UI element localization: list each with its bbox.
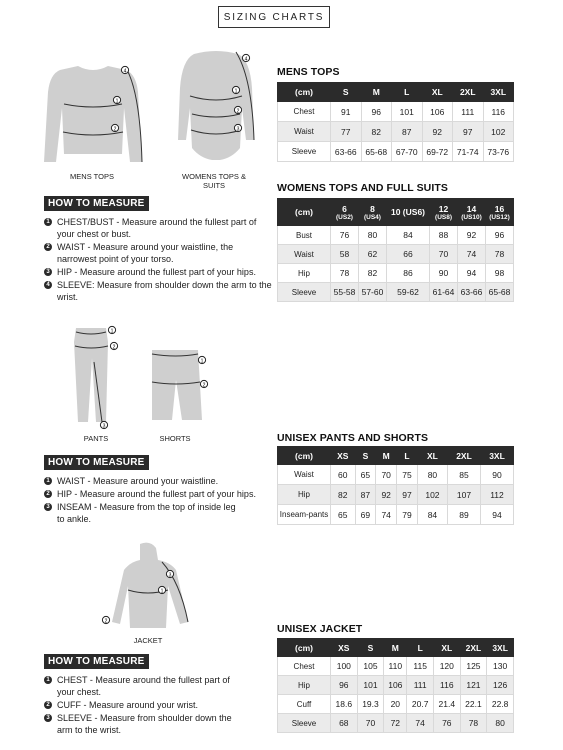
jacket-illustration: [100, 542, 194, 634]
table-cell: 62: [358, 245, 386, 264]
table-row: [278, 245, 514, 264]
table-cell: 78: [331, 264, 359, 283]
how-to-item: 1 CHEST/BUST - Measure around the fullest part of your chest or bust.: [44, 216, 272, 240]
table-header-row: [278, 199, 514, 226]
svg-text:2: 2: [112, 344, 116, 351]
table-cell: 90: [430, 264, 458, 283]
svg-text:2: 2: [236, 108, 240, 115]
table-cell: 91: [331, 102, 362, 122]
svg-text:2: 2: [202, 382, 206, 389]
column-header: (cm): [278, 447, 331, 465]
table-cell: 22.8: [487, 695, 514, 714]
jacket-table-title: UNISEX JACKET: [277, 623, 363, 635]
mens-top-illustration: [38, 62, 148, 168]
table-cell: 80: [417, 465, 447, 485]
how-to-item: 2 WAIST - Measure around your waistline, the narrowest point of your torso.: [44, 241, 272, 265]
row-label: Cuff: [278, 695, 331, 714]
table-cell: 70: [430, 245, 458, 264]
table-cell: 20.7: [407, 695, 434, 714]
page-title: SIZING CHARTS: [218, 6, 330, 28]
column-header: 8 (US4): [358, 199, 386, 226]
table-cell: 130: [487, 657, 514, 676]
table-cell: 58: [331, 245, 359, 264]
table-cell: 110: [384, 657, 407, 676]
table-cell: 72: [384, 714, 407, 733]
table-cell: 68: [331, 714, 358, 733]
table-cell: 82: [358, 264, 386, 283]
table-cell: 97: [453, 122, 484, 142]
jacket-table: [277, 638, 514, 733]
how-to-heading-pants: HOW TO MEASURE: [44, 455, 149, 470]
marker-4: 4: [123, 68, 127, 75]
table-cell: 63-66: [458, 283, 486, 302]
caption-womens-tops: WOMENS TOPS & SUITS: [182, 172, 246, 190]
caption-mens-tops: MENS TOPS: [70, 172, 114, 181]
how-to-item: 2 CUFF - Measure around your wrist.: [44, 699, 239, 711]
table-cell: 80: [358, 226, 386, 245]
column-header: 6 (US2): [331, 199, 359, 226]
table-cell: 88: [430, 226, 458, 245]
svg-text:2: 2: [104, 618, 108, 625]
row-label: Sleeve: [278, 283, 331, 302]
how-to-list-pants: [44, 475, 259, 526]
caption-shorts: SHORTS: [159, 434, 191, 443]
table-cell: 86: [386, 264, 429, 283]
how-to-item: 4 SLEEVE: Measure from shoulder down the arm to the wrist.: [44, 279, 272, 303]
column-header: (cm): [278, 199, 331, 226]
column-header: 3XL: [480, 447, 513, 465]
table-cell: 90: [480, 465, 513, 485]
table-cell: 85: [448, 465, 481, 485]
marker-1: 1: [115, 98, 119, 105]
svg-text:1: 1: [160, 588, 164, 595]
table-cell: 121: [460, 676, 487, 695]
column-header: (cm): [278, 639, 331, 657]
table-cell: 101: [357, 676, 384, 695]
table-row: [278, 657, 514, 676]
table-cell: 102: [483, 122, 514, 142]
row-label: Bust: [278, 226, 331, 245]
table-cell: 76: [433, 714, 460, 733]
mens-tops-table: [277, 82, 514, 162]
svg-text:3: 3: [236, 126, 240, 133]
table-cell: 116: [483, 102, 514, 122]
how-to-item: 1 CHEST - Measure around the fullest part of your chest.: [44, 674, 239, 698]
caption-jacket: JACKET: [133, 636, 163, 645]
table-cell: 59-62: [386, 283, 429, 302]
pants-table: [277, 446, 514, 525]
table-cell: 92: [458, 226, 486, 245]
table-cell: 120: [433, 657, 460, 676]
table-row: [278, 485, 514, 505]
table-cell: 22.1: [460, 695, 487, 714]
column-header: 10 (US6): [386, 199, 429, 226]
column-header: L: [407, 639, 434, 657]
row-label: Chest: [278, 657, 331, 676]
table-cell: 21.4: [433, 695, 460, 714]
table-row: [278, 264, 514, 283]
column-header: M: [384, 639, 407, 657]
shorts-illustration: [146, 344, 212, 428]
table-cell: 65: [331, 505, 356, 525]
svg-text:1: 1: [110, 328, 114, 335]
column-header: L: [397, 447, 418, 465]
column-header: S: [357, 639, 384, 657]
table-row: [278, 226, 514, 245]
table-cell: 111: [407, 676, 434, 695]
table-cell: 70: [376, 465, 397, 485]
table-cell: 70: [357, 714, 384, 733]
column-header: S: [355, 447, 376, 465]
table-cell: 66: [386, 245, 429, 264]
table-cell: 92: [422, 122, 453, 142]
table-row: [278, 676, 514, 695]
row-label: Waist: [278, 245, 331, 264]
table-cell: 106: [384, 676, 407, 695]
womens-table-title: WOMENS TOPS AND FULL SUITS: [277, 182, 448, 194]
table-row: [278, 102, 514, 122]
table-cell: 105: [357, 657, 384, 676]
table-cell: 116: [433, 676, 460, 695]
table-cell: 96: [331, 676, 358, 695]
row-label: Hip: [278, 485, 331, 505]
table-cell: 77: [331, 122, 362, 142]
table-cell: 71-74: [453, 142, 484, 162]
column-header: 2XL: [453, 83, 484, 102]
column-header: 2XL: [460, 639, 487, 657]
how-to-heading-tops: HOW TO MEASURE: [44, 196, 149, 211]
column-header: XL: [417, 447, 447, 465]
caption-pants: PANTS: [83, 434, 109, 443]
table-cell: 73-76: [483, 142, 514, 162]
table-cell: 84: [417, 505, 447, 525]
column-header: 2XL: [448, 447, 481, 465]
table-cell: 100: [331, 657, 358, 676]
table-cell: 125: [460, 657, 487, 676]
marker-2: 2: [113, 126, 117, 133]
column-header: L: [392, 83, 423, 102]
column-header: M: [376, 447, 397, 465]
table-cell: 55-58: [331, 283, 359, 302]
column-header: XL: [422, 83, 453, 102]
how-to-item: 3 INSEAM - Measure from the top of inside leg to ankle.: [44, 501, 259, 525]
table-cell: 94: [458, 264, 486, 283]
table-cell: 101: [392, 102, 423, 122]
table-cell: 112: [480, 485, 513, 505]
table-cell: 76: [331, 226, 359, 245]
svg-text:3: 3: [168, 572, 172, 579]
column-header: XS: [331, 639, 358, 657]
row-label: Hip: [278, 264, 331, 283]
womens-top-illustration: [172, 48, 262, 168]
table-row: [278, 695, 514, 714]
table-cell: 63-66: [331, 142, 362, 162]
table-cell: 92: [376, 485, 397, 505]
column-header: 3XL: [483, 83, 514, 102]
column-header: XS: [331, 447, 356, 465]
column-header: M: [361, 83, 392, 102]
table-cell: 84: [386, 226, 429, 245]
table-cell: 96: [486, 226, 514, 245]
row-label: Sleeve: [278, 142, 331, 162]
how-to-list-tops: [44, 216, 272, 304]
table-header-row: [278, 83, 514, 102]
table-cell: 65: [355, 465, 376, 485]
table-cell: 97: [397, 485, 418, 505]
table-cell: 74: [458, 245, 486, 264]
svg-text:4: 4: [244, 56, 248, 63]
table-cell: 65-68: [361, 142, 392, 162]
table-cell: 78: [486, 245, 514, 264]
table-row: [278, 142, 514, 162]
table-header-row: [278, 447, 514, 465]
how-to-item: 2 HIP - Measure around the fullest part of your hips.: [44, 488, 259, 500]
table-cell: 89: [448, 505, 481, 525]
table-row: [278, 122, 514, 142]
column-header: 12 (US8): [430, 199, 458, 226]
table-cell: 82: [331, 485, 356, 505]
column-header: XL: [433, 639, 460, 657]
table-cell: 80: [487, 714, 514, 733]
row-label: Hip: [278, 676, 331, 695]
svg-text:3: 3: [102, 423, 106, 430]
table-cell: 98: [486, 264, 514, 283]
table-cell: 126: [487, 676, 514, 695]
table-cell: 61-64: [430, 283, 458, 302]
table-cell: 65-68: [486, 283, 514, 302]
table-cell: 60: [331, 465, 356, 485]
row-label: Waist: [278, 122, 331, 142]
pants-illustration: [66, 322, 122, 430]
table-cell: 57-60: [358, 283, 386, 302]
table-cell: 107: [448, 485, 481, 505]
svg-text:1: 1: [200, 358, 204, 365]
table-cell: 69: [355, 505, 376, 525]
row-label: Chest: [278, 102, 331, 122]
row-label: Inseam-pants: [278, 505, 331, 525]
table-cell: 96: [361, 102, 392, 122]
table-cell: 19.3: [357, 695, 384, 714]
table-cell: 115: [407, 657, 434, 676]
column-header: 14 (US10): [458, 199, 486, 226]
table-cell: 67-70: [392, 142, 423, 162]
table-cell: 18.6: [331, 695, 358, 714]
womens-table: [277, 198, 514, 302]
pants-table-title: UNISEX PANTS AND SHORTS: [277, 432, 429, 444]
table-row: [278, 283, 514, 302]
table-cell: 79: [397, 505, 418, 525]
mens-tops-table-title: MENS TOPS: [277, 66, 340, 78]
table-cell: 69-72: [422, 142, 453, 162]
table-cell: 20: [384, 695, 407, 714]
column-header: (cm): [278, 83, 331, 102]
table-cell: 78: [460, 714, 487, 733]
column-header: 16 (US12): [486, 199, 514, 226]
table-cell: 106: [422, 102, 453, 122]
how-to-item: 1 WAIST - Measure around your waistline.: [44, 475, 259, 487]
svg-text:1: 1: [234, 88, 238, 95]
table-row: [278, 714, 514, 733]
how-to-item: 3 HIP - Measure around the fullest part of your hips.: [44, 266, 272, 278]
how-to-item: 3 SLEEVE - Measure from shoulder down the arm to the wrist.: [44, 712, 239, 736]
table-cell: 82: [361, 122, 392, 142]
table-row: [278, 505, 514, 525]
table-cell: 102: [417, 485, 447, 505]
row-label: Waist: [278, 465, 331, 485]
table-cell: 94: [480, 505, 513, 525]
table-cell: 74: [407, 714, 434, 733]
table-cell: 87: [355, 485, 376, 505]
table-row: [278, 465, 514, 485]
how-to-list-jacket: [44, 674, 239, 737]
table-cell: 111: [453, 102, 484, 122]
row-label: Sleeve: [278, 714, 331, 733]
table-cell: 75: [397, 465, 418, 485]
column-header: 3XL: [487, 639, 514, 657]
table-cell: 87: [392, 122, 423, 142]
table-cell: 74: [376, 505, 397, 525]
column-header: S: [331, 83, 362, 102]
how-to-heading-jacket: HOW TO MEASURE: [44, 654, 149, 669]
table-header-row: [278, 639, 514, 657]
